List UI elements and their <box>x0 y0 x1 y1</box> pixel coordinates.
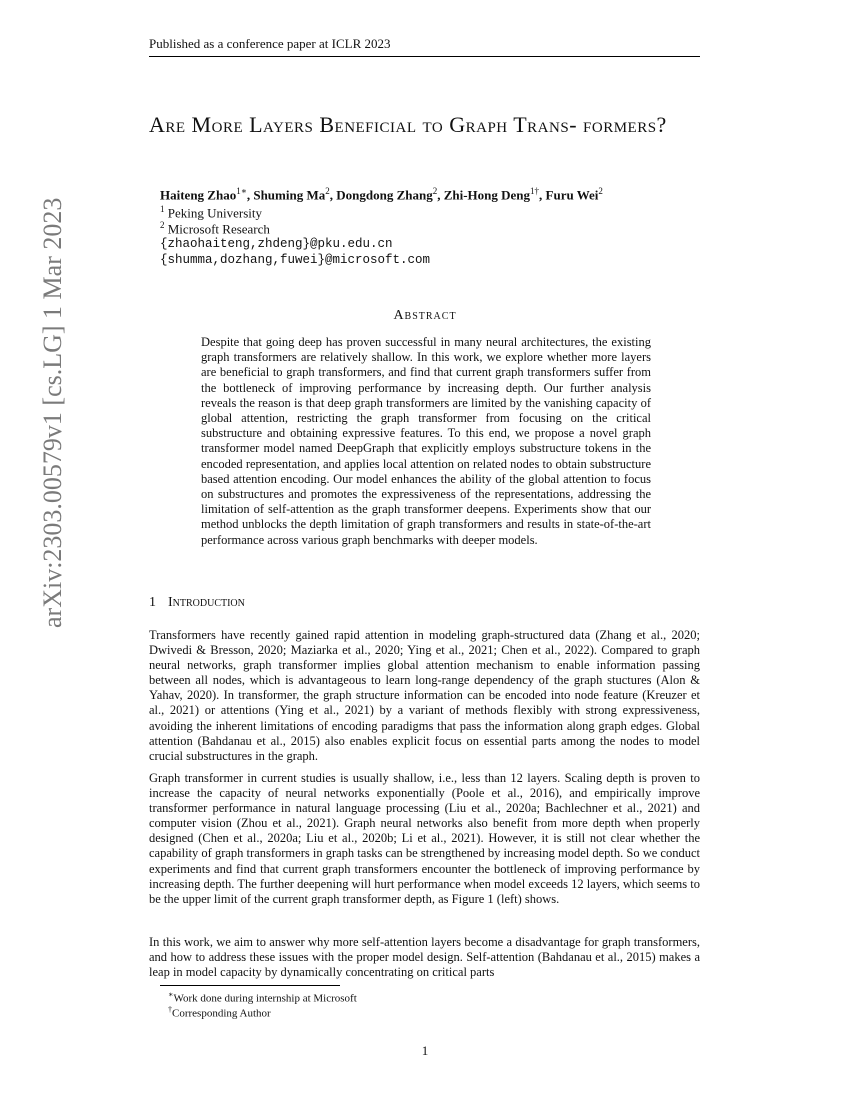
author-name: Dongdong Zhang <box>336 187 433 203</box>
affiliation <box>160 204 262 221</box>
affiliation-name: Peking University <box>167 205 262 221</box>
author-name: Furu Wei <box>545 187 599 203</box>
abstract-text: Despite that going deep has proven successful in many neural architectures, the existing graph transformers are relatively shallow. In this work, we explore whether more layers are beneficial to graph transformers, and find that current graph transformers suffer from the bottleneck of improving performance by increasing depth. Our further analysis reveals the reason is that deep graph transformers are limited by the vanishing capacity of global attention, restricting the graph transformer from focusing on the critical substructure and obtaining expressive features. To this end, we propose a novel graph transformer model named DeepGraph that explicitly employs substructure tokens in the encoded representation, and applies local attention on related nodes to obtain substructure based attention encoding. Our model enhances the ability of the global attention to focus on substructures and promotes the expressiveness of the representations, addressing the limitation of self-attention as the graph transformer deepens. Experiments show that our method unblocks the depth limitation of graph transformers and results in state-of-the-art performance across various graph benchmarks with deeper models. <box>201 335 651 547</box>
author-mark: 1∗ <box>236 186 247 196</box>
intro-paragraph: Transformers have recently gained rapid attention in modeling graph-structured data (Zhang et al., 2020; Dwivedi & Bresson, 2020; Maziarka et al., 2020; Ying et al., 2021; Chen et al., 2022). Compared to graph neural networks, graph transformer implies global attention mechanism to enable information passing between all nodes, which is advantageous to learn long-range dependency of the graph stuctures (Alon & Yahav, 2020). In transformer, the graph structure information can be encoded into node feature (Kreuzer et al., 2021) or attentions (Ying et al., 2021) by a variant of methods flexibly with strong expressiveness, avoiding the inherent limitations of encoding paradigms that pass the information along graph edges. Global attention (Bahdanau et al., 2015) also enables explicit focus on essential parts among the nodes to model crucial substructures in the graph. <box>149 628 700 763</box>
abstract-heading: Abstract <box>393 308 457 323</box>
intro-paragraph: Graph transformer in current studies is usually shallow, i.e., less than 12 layers. Scaling depth is proven to increase the capacity of neural networks exponentially (Poole et al., 2016), and empirically improve transformer performance in natural language processing (Liu et al., 2020a; Bachlechner et al., 2021) and computer vision (Zhou et al., 2021). Graph neural networks also benefit from more depth when properly designed (Chen et al., 2020a; Liu et al., 2020b; Li et al., 2021). However, it is still not clear whether the capability of graph transformers in graph tasks can be strengthened by increasing model depth. So we conduct experiments and find that current graph transformers encounter the bottleneck of improving performance by increasing depth. The further deepening will hurt performance when model exceeds 12 layers, which seems to be the upper limit of the current graph transformer depth, as Figure 1 (left) shows. <box>149 771 700 906</box>
section-title: Introduction <box>168 595 245 610</box>
footnote <box>168 990 357 1005</box>
affiliation-name: Microsoft Research <box>167 221 270 237</box>
author-list: Haiteng Zhao$^{1∗}$, Shuming Ma$^2$, Dongdong Zhang$^2$, Zhi-Hong Deng$^{1\dagger}$, Furu Wei$^2$ <box>160 186 603 203</box>
footnote-rule <box>160 985 340 986</box>
email-microsoft: {shumma,dozhang,fuwei}@microsoft.com <box>160 253 431 267</box>
section-heading <box>149 595 245 611</box>
affiliation <box>160 220 270 237</box>
author-mark: 2 <box>598 186 603 196</box>
author-name: Zhi-Hong Deng <box>443 187 531 203</box>
author-mark: 2 <box>325 186 330 196</box>
footnote-mark: ∗ <box>168 990 174 999</box>
author-mark: 1† <box>530 186 540 196</box>
email-pku: {zhaohaiteng,zhdeng}@pku.edu.cn <box>160 237 393 251</box>
arxiv-stamp: arXiv:2303.00579v1 [cs.LG] 1 Mar 2023 <box>38 197 67 628</box>
author-name: Shuming Ma <box>253 187 326 203</box>
footnote-text: Corresponding Author <box>172 1007 271 1020</box>
page-number: 1 <box>421 1043 429 1058</box>
paper-title: Are More Layers Beneficial to Graph Trans- formers? <box>149 112 667 137</box>
footnote <box>168 1005 271 1020</box>
affiliation-mark: 1 <box>160 204 165 214</box>
section-number: 1 <box>149 595 156 610</box>
author-mark: 2 <box>432 186 438 196</box>
intro-paragraph: In this work, we aim to answer why more self-attention layers become a disadvantage for graph transformers, and how to address these issues with the proper model design. Self-attention (Bahdanau et al., 2015) makes a leap in model capacity by dynamically concentrating on critical parts <box>149 935 700 980</box>
running-header: Published as a conference paper at ICLR 2023 <box>149 36 391 51</box>
header-rule <box>149 56 700 57</box>
footnote-text: Work done during internship at Microsoft <box>173 992 357 1005</box>
affiliation-mark: 2 <box>160 220 165 230</box>
author-name: Haiteng Zhao <box>160 187 237 203</box>
footnote-mark: † <box>168 1005 172 1014</box>
